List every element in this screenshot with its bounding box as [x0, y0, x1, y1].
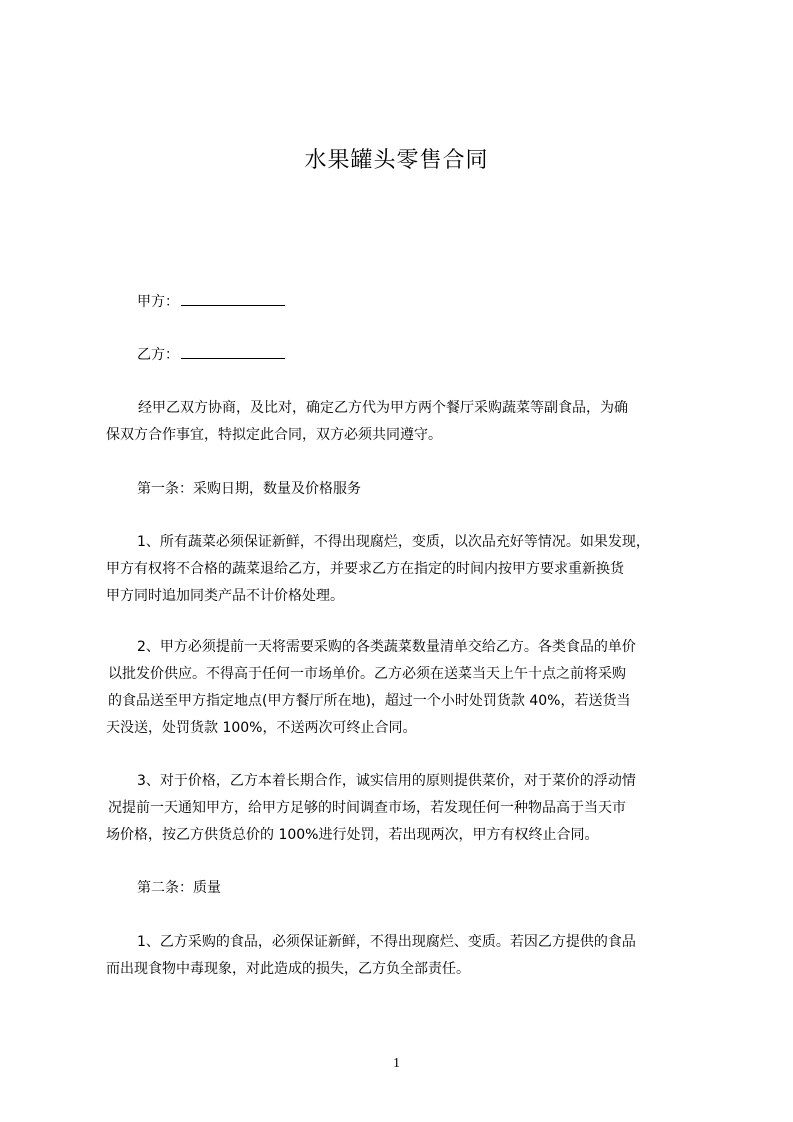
article1-p1-line: 甲方同时追加同类产品不计价格处理。: [106, 588, 344, 604]
article2-p1-line: 而出现食物中毒现象，对此造成的损失，乙方负全部责任。: [106, 961, 470, 977]
article2-p1-line: 1、乙方采购的食品，必须保证新鲜，不得出现腐烂、变质。若因乙方提供的食品: [137, 934, 636, 950]
party-a-line: [137, 291, 285, 312]
party-a-label: 甲方：: [137, 294, 179, 310]
document-title: 水果罐头零售合同: [304, 148, 489, 173]
article1-p3-line: 3、对于价格，乙方本着长期合作，诚实信用的原则提供菜价，对于菜价的浮动情: [137, 773, 636, 789]
intro-line: 保双方合作事宜，特拟定此合同，双方必须共同遵守。: [106, 427, 442, 443]
party-b-line: [137, 344, 285, 365]
article1-p1-line: 1、所有蔬菜必须保证新鲜，不得出现腐烂，变质，以次品充好等情况。如果发现，: [137, 534, 650, 550]
article1-p2-line: 天没送，处罚货款 100%，不送两次可终止合同。: [106, 720, 417, 736]
party-b-blank: [181, 344, 285, 359]
article1-heading: 第一条：采购日期，数量及价格服务: [137, 481, 361, 497]
party-b-label: 乙方：: [137, 347, 179, 363]
article2-heading: 第二条：质量: [137, 880, 221, 896]
article1-p2-line: 的食品送至甲方指定地点(甲方餐厅所在地)，超过一个小时处罚货款 40%，若送货当: [108, 693, 631, 709]
article1-p3-line: 场价格，按乙方供货总价的 100%进行处罚，若出现两次，甲方有权终止合同。: [106, 827, 599, 843]
article1-p1-line: 甲方有权将不合格的蔬菜退给乙方，并要求乙方在指定的时间内按甲方要求重新换货: [106, 561, 624, 577]
intro-line: 经甲乙双方协商，及比对，确定乙方代为甲方两个餐厅采购蔬菜等副食品，为确: [138, 400, 628, 416]
page-number: 1: [393, 1056, 400, 1071]
party-a-blank: [181, 291, 285, 306]
article1-p3-line: 况提前一天通知甲方，给甲方足够的时间调查市场，若发现任何一种物品高于当天市: [108, 800, 626, 816]
article1-p2-line: 2、甲方必须提前一天将需要采购的各类蔬菜数量清单交给乙方。各类食品的单价: [137, 639, 636, 655]
article1-p2-line: 以批发价供应。不得高于任何一市场单价。乙方必须在送菜当天上午十点之前将采购: [108, 666, 626, 682]
